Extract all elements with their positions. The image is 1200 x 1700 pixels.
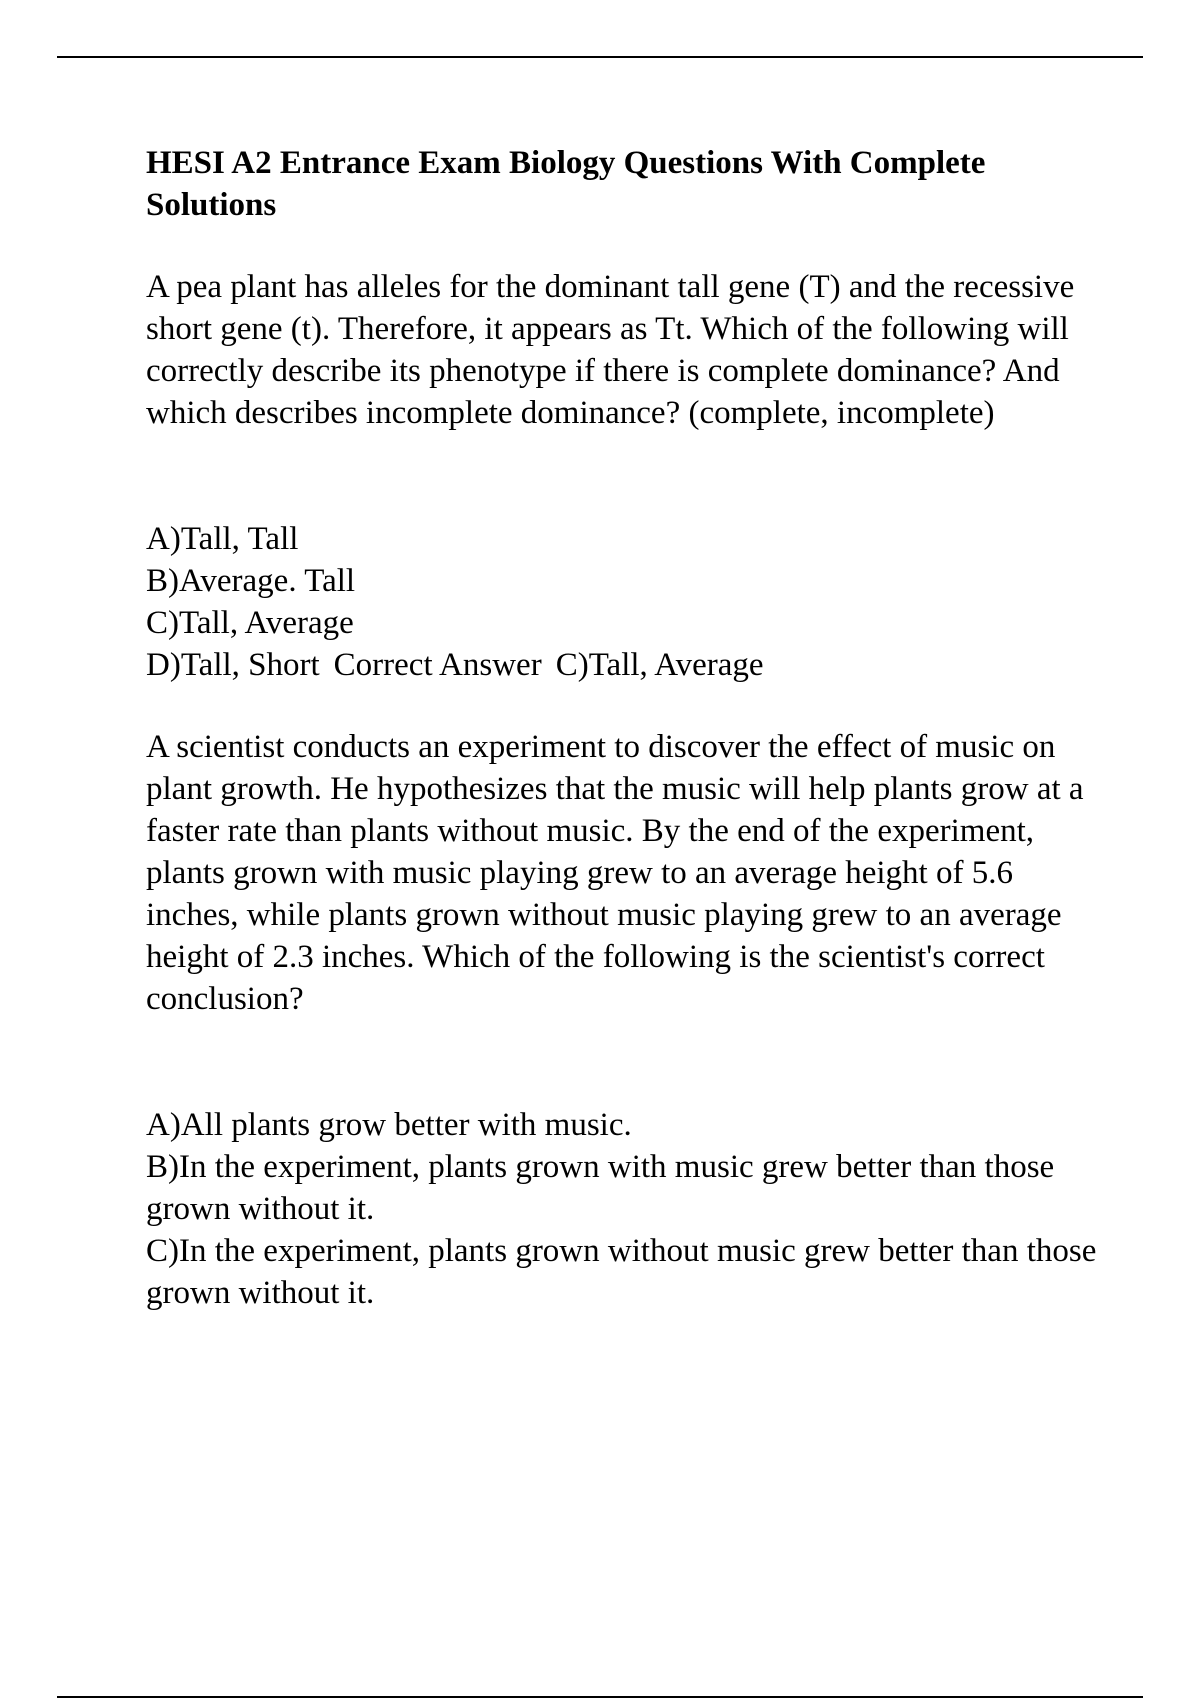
question-1-option-a: A)Tall, Tall bbox=[146, 521, 299, 557]
document-title: HESI A2 Entrance Exam Biology Questions With Complete Solutions bbox=[146, 145, 986, 223]
top-rule bbox=[57, 56, 1143, 58]
question-1-option-d-row bbox=[146, 644, 1106, 686]
bottom-rule bbox=[57, 1696, 1143, 1698]
question-1-answer-value: C)Tall, Average bbox=[555, 647, 764, 683]
question-2-option-a: A)All plants grow better with music. bbox=[146, 1107, 632, 1143]
question-2-option-b: B)In the experiment, plants grown with music grew better than those grown without it. bbox=[146, 1149, 1055, 1227]
question-2-option-c: C)In the experiment, plants grown without music grew better than those grown without it. bbox=[146, 1233, 1097, 1311]
page-content bbox=[146, 142, 1106, 1314]
question-1-option-b: B)Average. Tall bbox=[146, 563, 356, 599]
question-1-answer-label: Correct Answer bbox=[333, 647, 542, 683]
question-1-text: A pea plant has alleles for the dominant tall gene (T) and the recessive short gene (t). Therefore, it appears as Tt. Which of the following will correctly describe its phenotype if there is complete dominance? And which describes incomplete dominance? (complete, incomplete) bbox=[146, 269, 1075, 431]
question-1-option-c: C)Tall, Average bbox=[146, 605, 354, 641]
question-1-option-d: D)Tall, Short bbox=[146, 647, 320, 683]
question-2-text: A scientist conducts an experiment to discover the effect of music on plant growth. He hypothesizes that the music will help plants grow at a faster rate than plants without music. By the end of the experiment, plants grown with music playing grew to an average height of 5.6 inches, while plants grown without music playing grew to an average height of 2.3 inches. Which of the following is the scientist's correct conclusion? bbox=[146, 729, 1084, 1017]
question-2-options bbox=[146, 1104, 1106, 1314]
question-1-options bbox=[146, 518, 1106, 686]
